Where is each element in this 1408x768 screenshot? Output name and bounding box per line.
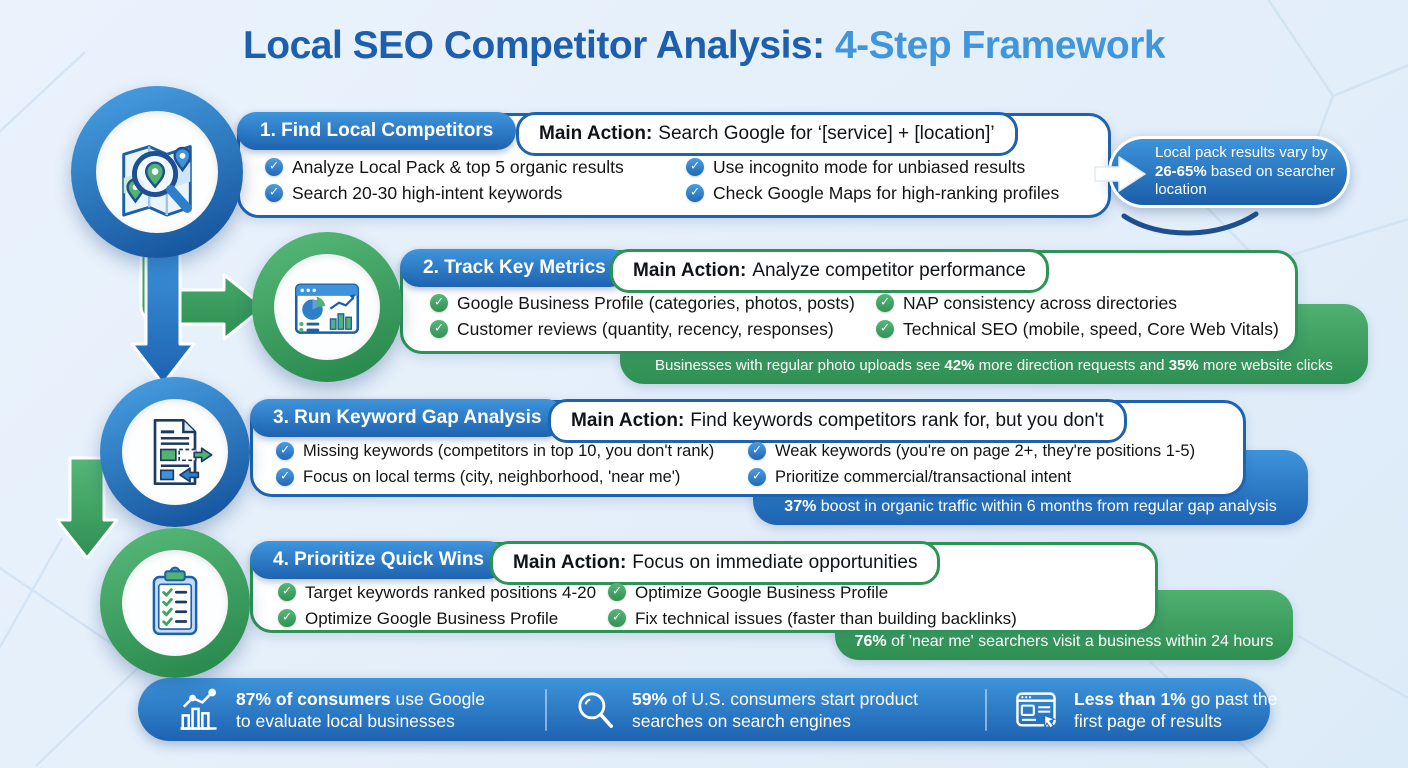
footer-stat-text <box>632 688 932 732</box>
step-1-main-action-pill <box>516 112 1018 156</box>
footer-stat-2 <box>572 687 960 733</box>
check-icon <box>608 609 626 627</box>
keyword-gap-icon <box>135 412 215 492</box>
main-action-label: Main Action: <box>539 123 653 144</box>
check-icon <box>686 158 704 176</box>
step-2-stat-bar <box>630 349 1358 382</box>
bullet-text: Fix technical issues (faster than building backlinks) <box>635 609 1017 628</box>
bullet-item <box>748 467 1195 488</box>
footer-stat-rest: go past the first page of results <box>1074 688 1278 731</box>
step-4-stat-bar <box>845 626 1283 657</box>
footer-stat-3 <box>1012 686 1296 734</box>
check-icon <box>748 442 766 460</box>
step-2-badge <box>252 232 402 382</box>
main-action-label: Main Action: <box>633 260 747 281</box>
step-3-title: 3. Run Keyword Gap Analysis <box>273 407 542 428</box>
stat-bold: 35% <box>1168 357 1199 374</box>
analytics-dashboard-icon <box>286 266 368 348</box>
stat-bold: 42% <box>944 357 975 374</box>
main-action-text: Find keywords competitors rank for, but you don't <box>690 410 1104 431</box>
footer-stat-rest: use Google to evaluate local businesses <box>236 688 486 731</box>
bullet-text: Google Business Profile (categories, photos, posts) <box>457 293 855 313</box>
stat-text <box>655 357 1333 374</box>
check-icon <box>608 583 626 601</box>
arrow-right-icon <box>1093 153 1149 195</box>
bullet-text: Missing keywords (competitors in top 10, you don't rank) <box>303 442 715 460</box>
check-icon <box>748 468 766 486</box>
footer-stats-bar <box>138 678 1278 741</box>
check-icon <box>876 294 894 312</box>
bullet-text: Technical SEO (mobile, speed, Core Web Vitals) <box>903 319 1279 339</box>
step-3-stat-bar <box>763 491 1298 523</box>
bullet-item <box>265 157 624 178</box>
step-2-main-action-pill <box>610 249 1049 293</box>
bullet-item <box>276 467 714 488</box>
bullet-item <box>686 157 1059 178</box>
results-page-icon <box>1012 686 1060 734</box>
step-2-title-pill <box>400 249 629 287</box>
bullet-item <box>876 293 1279 314</box>
footer-stat-bold: 87% of consumers <box>236 688 391 709</box>
bullet-item <box>608 608 1017 629</box>
main-action-label: Main Action: <box>513 552 627 573</box>
step-4-main-action-pill <box>490 541 940 585</box>
step-3-bullets-col1 <box>276 441 714 488</box>
step-4-title: 4. Prioritize Quick Wins <box>273 549 484 570</box>
bullet-item <box>278 582 596 603</box>
step-4-title-pill <box>250 541 507 579</box>
bullet-text: Focus on local terms (city, neighborhood, 'near me') <box>303 468 681 486</box>
bullet-item <box>276 441 714 462</box>
search-icon <box>572 687 618 733</box>
step-4-badge <box>100 528 250 678</box>
stat-text <box>784 498 1276 516</box>
main-action-text: Search Google for ‘[service] + [location]’ <box>658 123 995 144</box>
bullet-text: Prioritize commercial/transactional intent <box>775 468 1072 486</box>
bullet-text: Optimize Google Business Profile <box>305 609 559 628</box>
bullet-text: Customer reviews (quantity, recency, responses) <box>457 319 834 339</box>
callout-bold: 26-65% <box>1155 162 1207 180</box>
bullet-item <box>608 582 1017 603</box>
callout-text <box>1155 144 1347 200</box>
check-icon <box>686 184 704 202</box>
footer-stat-1 <box>174 686 520 734</box>
check-icon <box>276 468 294 486</box>
step-1-bullets-col2 <box>686 157 1059 204</box>
step-4-bullets-col2 <box>608 582 1017 629</box>
bullet-item <box>278 608 596 629</box>
stat-post: of 'near me' searchers visit a business within 24 hours <box>886 632 1274 650</box>
footer-stat-bold: Less than 1% <box>1074 688 1186 709</box>
footer-stat-bold: 59% <box>632 688 668 709</box>
footer-stat-text <box>1074 688 1296 732</box>
footer-divider <box>985 689 987 731</box>
check-icon <box>265 184 283 202</box>
main-action-text: Analyze competitor performance <box>752 260 1026 281</box>
callout-pre: Local pack results vary by <box>1155 144 1328 162</box>
page-title-main: Local SEO Competitor Analysis: <box>242 24 835 67</box>
stat-post: more website clicks <box>1198 357 1333 374</box>
checklist-icon <box>136 564 214 642</box>
stat-mid: more direction requests and <box>974 357 1169 374</box>
check-icon <box>430 294 448 312</box>
step-2-bullets-col1 <box>430 293 855 340</box>
step-1-title-pill <box>237 112 516 150</box>
check-icon <box>265 158 283 176</box>
bullet-item <box>265 183 624 204</box>
step-3-title-pill <box>250 399 565 437</box>
step-2-bullets-col2 <box>876 293 1279 340</box>
stat-text <box>855 633 1274 651</box>
page-title-accent: 4-Step Framework <box>834 24 1166 67</box>
footer-stat-text <box>236 688 492 732</box>
bullet-text: Analyze Local Pack & top 5 organic results <box>292 157 624 177</box>
stat-bold: 37% <box>784 498 817 515</box>
bar-chart-icon <box>174 686 222 734</box>
bullet-text: Target keywords ranked positions 4-20 <box>305 583 597 602</box>
check-icon <box>276 442 294 460</box>
step-2-title: 2. Track Key Metrics <box>423 257 606 278</box>
stat-bold: 76% <box>854 632 887 650</box>
step-3-badge <box>100 377 250 527</box>
bullet-item <box>686 183 1059 204</box>
bullet-text: Check Google Maps for high-ranking profiles <box>713 183 1060 203</box>
callout-underline <box>1120 210 1260 244</box>
bullet-item <box>748 441 1195 462</box>
bullet-text: Optimize Google Business Profile <box>635 583 889 602</box>
check-icon <box>430 320 448 338</box>
bullet-text: Search 20-30 high-intent keywords <box>292 183 563 203</box>
step-1-badge <box>71 86 243 258</box>
step-1-title: 1. Find Local Competitors <box>260 120 494 141</box>
bullet-text: Use incognito mode for unbiased results <box>713 157 1026 177</box>
callout-bubble <box>1108 136 1350 208</box>
callout-post: based on searcher location <box>1155 162 1336 199</box>
bullet-text: Weak keywords (you're on page 2+, they're positions 1-5) <box>775 442 1196 460</box>
stat-pre: Businesses with regular photo uploads see <box>655 357 945 374</box>
footer-stat-rest: of U.S. consumers start product searches on search engines <box>632 688 918 731</box>
bullet-text: NAP consistency across directories <box>903 293 1177 313</box>
footer-divider <box>545 689 547 731</box>
bullet-item <box>430 293 855 314</box>
bullet-item <box>430 319 855 340</box>
check-icon <box>876 320 894 338</box>
check-icon <box>278 583 296 601</box>
check-icon <box>278 609 296 627</box>
bullet-item <box>876 319 1279 340</box>
step-1-bullets-col1 <box>265 157 624 204</box>
main-action-text: Focus on immediate opportunities <box>632 552 918 573</box>
step-4-bullets-col1 <box>278 582 596 629</box>
step-3-main-action-pill <box>548 399 1127 443</box>
main-action-label: Main Action: <box>571 410 685 431</box>
step-3-bullets-col2 <box>748 441 1195 488</box>
map-search-icon <box>110 125 204 219</box>
stat-post: boost in organic traffic within 6 months from regular gap analysis <box>816 498 1277 515</box>
